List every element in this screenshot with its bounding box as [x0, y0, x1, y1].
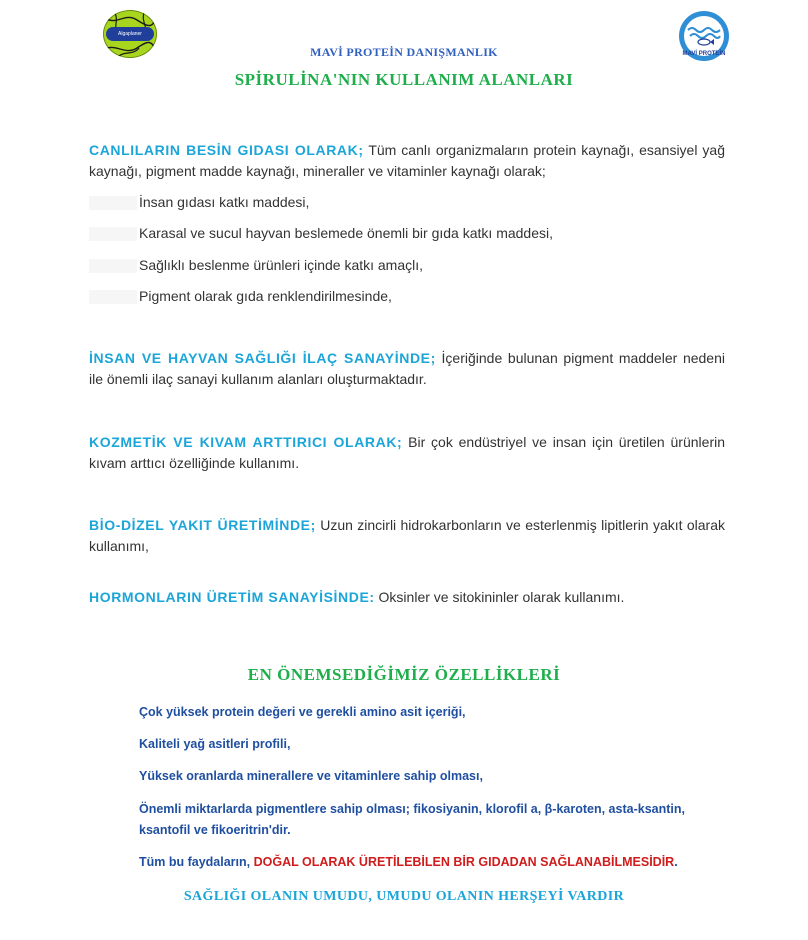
section-pharma — [89, 348, 725, 390]
list-item-text: Sağlıklı beslenme ürünleri içinde katkı amaçlı, — [139, 257, 424, 273]
logo-right-label: MAVİ PROTEİN — [682, 51, 726, 57]
list-item-text: Pigment olarak gıda renklendirilmesinde, — [139, 288, 392, 304]
list-item-text: Karasal ve sucul hayvan beslemede önemli bir gıda katkı maddesi, — [139, 225, 553, 241]
feature-prefix: Tüm bu faydaların, — [139, 855, 254, 869]
features-title: EN ÖNEMSEDİĞİMİZ ÖZELLİKLERİ — [247, 665, 561, 684]
feature-suffix: . — [674, 855, 678, 869]
section-heading: BİO-DİZEL YAKIT ÜRETİMİNDE; — [89, 517, 316, 533]
feature-item: Önemli miktarlarda pigmentlere sahip olması; fikosiyanin, klorofil a, β-karoten, asta-ksantin, ksantofil ve fikoeritrin'dir. — [139, 802, 685, 837]
section-cosmetics — [89, 432, 725, 474]
section-text: Bir çok endüstriyel ve insan için üretilen ürünlerin kıvam arttıcı özelliğinde kullanımı. — [89, 434, 725, 471]
section-heading: İNSAN VE HAYVAN SAĞLIĞI İLAÇ SANAYİNDE; — [89, 350, 436, 366]
section-food — [89, 140, 725, 182]
list-item — [89, 286, 392, 306]
feature-item: Yüksek oranlarda minerallere ve vitaminlere sahip olması, — [139, 769, 483, 783]
section-heading: KOZMETİK VE KIVAM ARTTIRICI OLARAK; — [89, 434, 403, 450]
motto: SAĞLIĞI OLANIN UMUDU, UMUDU OLANIN HERŞEYİ VARDIR — [183, 889, 625, 904]
list-item — [89, 223, 553, 243]
section-text: Oksinler ve sitokininler olarak kullanımı. — [374, 589, 625, 605]
list-item — [89, 192, 309, 212]
feature-item-final — [139, 852, 699, 873]
section-text: Tüm canlı organizmaların protein kaynağı, esansiyel yağ kaynağı, pigment madde kaynağı, mineraller ve vitaminler kaynağı olarak; — [89, 142, 725, 179]
feature-highlight: DOĞAL OLARAK ÜRETİLEBİLEN BİR GIDADAN SAĞLANABİLMESİDİR — [253, 855, 675, 869]
feature-item: Kaliteli yağ asitleri profili, — [139, 737, 291, 751]
list-item-text: İnsan gıdası katkı maddesi, — [139, 194, 310, 210]
list-item — [89, 255, 423, 275]
company-name: MAVİ PROTEİN DANIŞMANLIK — [310, 45, 498, 59]
section-text: Uzun zincirli hidrokarbonların ve esterlenmiş lipitlerin yakıt olarak kullanımı, — [89, 517, 725, 554]
section-heading: CANLILARIN BESİN GIDASI OLARAK; — [89, 142, 364, 158]
section-biodiesel — [89, 515, 725, 557]
logo-left-label: Algaplaner — [106, 27, 154, 41]
feature-item: Çok yüksek protein değeri ve gerekli amino asit içeriği, — [139, 705, 466, 719]
section-hormones — [89, 587, 725, 608]
section-text: İçeriğinde bulunan pigment maddeler nedeni ile önemli ilaç sanayi kullanım alanları oluşturmaktadır. — [89, 350, 725, 387]
section-heading: HORMONLARIN ÜRETİM SANAYİSİNDE: — [89, 589, 375, 605]
page-title: SPİRULİNA'NIN KULLANIM ALANLARI — [234, 70, 574, 89]
